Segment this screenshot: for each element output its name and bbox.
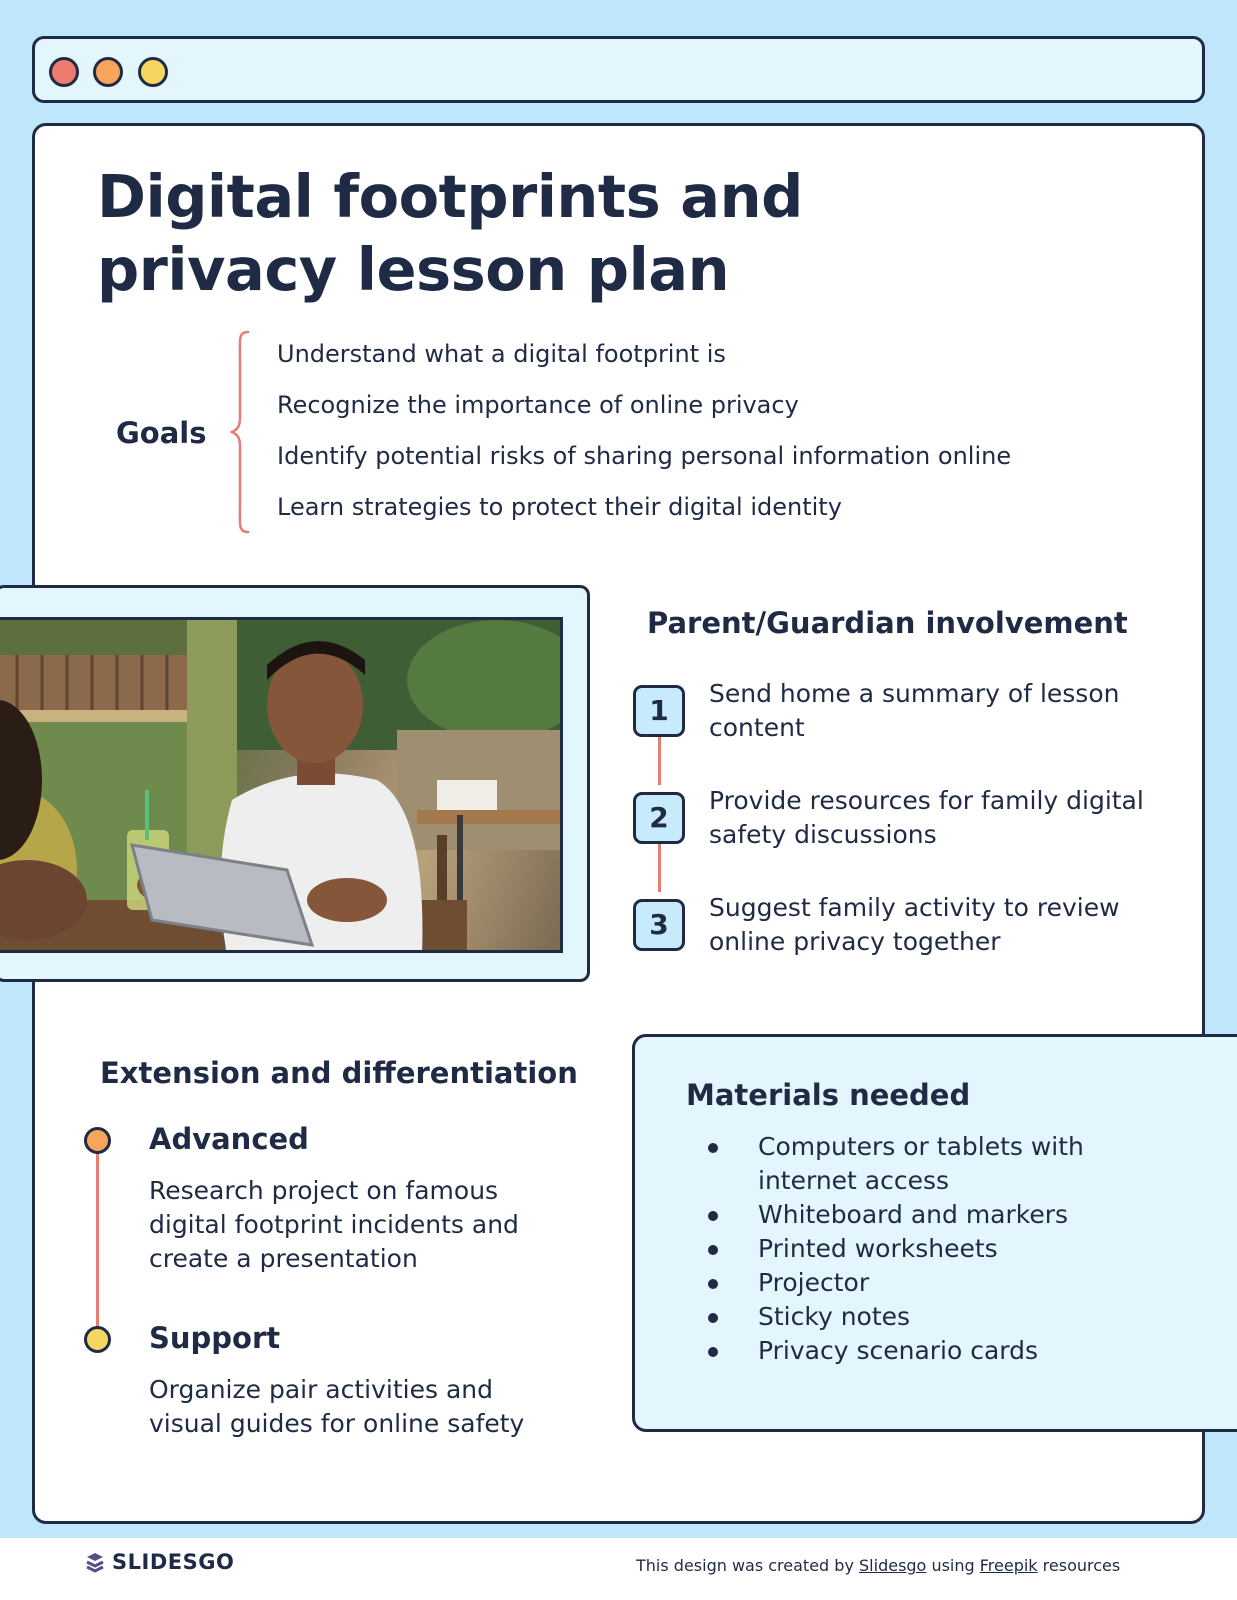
step-number-badge: 3 bbox=[633, 899, 685, 951]
list-item: Computers or tablets with internet access bbox=[704, 1130, 1124, 1198]
photo-frame bbox=[0, 585, 590, 982]
step-number-badge: 2 bbox=[633, 792, 685, 844]
page-title: Digital footprints and privacy lesson plan bbox=[97, 162, 803, 304]
goal-item: Identify potential risks of sharing personal information online bbox=[277, 442, 1012, 470]
step-connector bbox=[658, 842, 661, 892]
maximize-window-dot[interactable] bbox=[138, 57, 168, 87]
goal-item: Learn strategies to protect their digital identity bbox=[277, 493, 842, 521]
close-window-dot[interactable] bbox=[49, 57, 79, 87]
support-heading: Support bbox=[149, 1321, 281, 1355]
step-number-badge: 1 bbox=[633, 685, 685, 737]
advanced-dot-icon bbox=[84, 1127, 111, 1154]
credit-prefix: This design was created by bbox=[636, 1556, 854, 1575]
advanced-heading: Advanced bbox=[149, 1122, 309, 1156]
goal-item: Understand what a digital footprint is bbox=[277, 340, 726, 368]
parent-guardian-heading: Parent/Guardian involvement bbox=[647, 606, 1128, 640]
credit-mid: using bbox=[931, 1556, 975, 1575]
footer-credit bbox=[636, 1556, 1120, 1575]
list-item: Sticky notes bbox=[704, 1300, 1124, 1334]
step-text: Suggest family activity to review online privacy together bbox=[709, 893, 1120, 956]
minimize-window-dot[interactable] bbox=[93, 57, 123, 87]
advanced-text: Research project on famous digital footprint incidents and create a presentation bbox=[149, 1176, 519, 1273]
list-item: Privacy scenario cards bbox=[704, 1334, 1124, 1368]
boy-with-tablet-photo bbox=[0, 617, 563, 953]
goal-item: Recognize the importance of online privacy bbox=[277, 391, 799, 419]
slidesgo-logo-icon bbox=[84, 1551, 106, 1573]
freepik-link[interactable]: Freepik bbox=[979, 1556, 1038, 1575]
goals-brace-icon bbox=[230, 330, 254, 534]
window-titlebar bbox=[32, 36, 1205, 103]
materials-heading: Materials needed bbox=[686, 1078, 971, 1112]
step-text: Provide resources for family digital safety discussions bbox=[709, 786, 1144, 849]
list-item: Projector bbox=[704, 1266, 1124, 1300]
slidesgo-link[interactable]: Slidesgo bbox=[859, 1556, 927, 1575]
materials-list bbox=[704, 1130, 1124, 1368]
step-connector bbox=[658, 735, 661, 785]
step-text: Send home a summary of lesson content bbox=[709, 679, 1120, 742]
logo-text: SLIDESGO bbox=[112, 1550, 235, 1574]
credit-suffix: resources bbox=[1042, 1556, 1121, 1575]
goals-label: Goals bbox=[116, 416, 207, 450]
slidesgo-logo[interactable] bbox=[84, 1550, 234, 1574]
extension-timeline-line bbox=[96, 1140, 99, 1340]
list-item: Whiteboard and markers bbox=[704, 1198, 1124, 1232]
support-text: Organize pair activities and visual guides for online safety bbox=[149, 1375, 525, 1438]
list-item: Printed worksheets bbox=[704, 1232, 1124, 1266]
extension-heading: Extension and differentiation bbox=[100, 1056, 578, 1090]
support-dot-icon bbox=[84, 1326, 111, 1353]
